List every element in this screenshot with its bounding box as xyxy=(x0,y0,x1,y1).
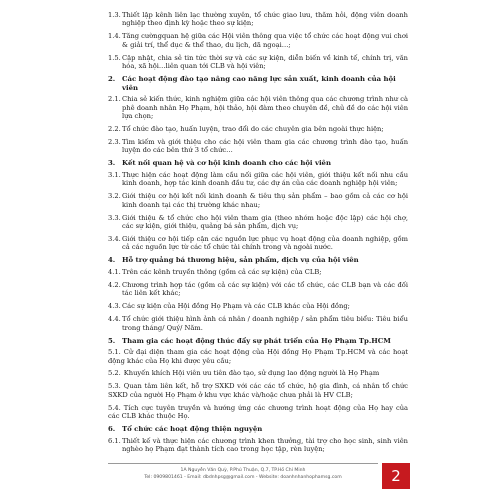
list-item xyxy=(108,281,408,298)
item-text: Giới thiệu cơ hội kết nối kinh doanh & tiêu thụ sản phẩm – bao gồm cả các cơ hội kinh doanh tại các thị trường khác nhau; xyxy=(122,192,408,209)
section-heading xyxy=(108,337,408,345)
section-title: Kết nối quan hệ và cơ hội kinh doanh cho các hội viên xyxy=(122,159,331,168)
item-number: 3.2. xyxy=(108,192,121,201)
item-text: Chương trình hợp tác (gồm cả các sự kiện) với các tổ chức, các CLB bạn và các đối tác liên kết khác; xyxy=(122,280,408,298)
list-item xyxy=(108,315,408,332)
section-title: Tổ chức các hoạt động thiện nguyện xyxy=(122,425,263,434)
page-number-badge: 2 xyxy=(382,463,410,489)
item-text: Thực hiện các hoạt động làm cầu nối giữa các hội viên, giới thiệu kết nối nhu cầu kinh doanh, hợp tác kinh doanh đầu tư, các dự án của các doanh nghiệp hội viên; xyxy=(122,170,408,188)
item-number: 4.1. xyxy=(108,267,121,276)
list-item xyxy=(108,437,408,454)
item-text: Chia sẻ kiến thức, kinh nghiệm giữa các hội viên thông qua các chương trình như cà phê doanh nhân Họ Phạm, hội thảo, hội đàm theo chuyên đề, chủ đề do các hội viên lựa chọn; xyxy=(122,95,408,121)
item-text: Khuyến khích Hội viên ưu tiên đào tạo, sử dụng lao động người là Họ Phạm xyxy=(123,369,380,378)
item-number: 5.4. xyxy=(108,403,121,412)
list-item xyxy=(108,192,408,209)
item-text: Tổ chức đào tạo, huấn luyện, trao đổi do các chuyên gia bên ngoài thực hiện; xyxy=(122,124,384,133)
list-item xyxy=(108,11,408,28)
list-item xyxy=(108,54,408,71)
document-body xyxy=(108,11,408,458)
footer-contact: Tel: 0909801461 - Email: dbdnhpsg@gmail.com - Website: doanhnhanhophamsg.com xyxy=(144,475,342,480)
section-heading xyxy=(108,425,408,433)
section-number: 2. xyxy=(108,75,116,84)
item-number: 1.4. xyxy=(108,32,121,41)
footer-address: 1A Nguyễn Văn Quỳ, P.Phú Thuận, Q.7, TP.Hồ Chí Minh xyxy=(180,468,306,473)
section-number: 3. xyxy=(108,159,116,168)
list-item xyxy=(108,171,408,188)
list-item xyxy=(108,382,408,399)
footer-divider xyxy=(108,463,378,464)
list-item xyxy=(108,268,408,276)
item-text: Thiết lập kênh liên lạc thường xuyên, tổ chức giao lưu, thăm hỏi, động viên doanh nghiệp theo định kỳ hoặc theo sự kiện; xyxy=(122,11,408,28)
item-number: 2.2. xyxy=(108,124,121,133)
list-item xyxy=(108,348,408,365)
item-number: 2.3. xyxy=(108,137,121,146)
list-item xyxy=(108,369,408,377)
page-footer xyxy=(0,463,500,500)
list-item xyxy=(108,404,408,421)
item-number: 3.3. xyxy=(108,213,121,222)
item-text: Tổ chức giới thiệu hình ảnh cá nhân / doanh nghiệp / sản phẩm tiêu biểu: Tiêu biểu trong tháng/ Quý/ Năm. xyxy=(122,315,408,332)
list-item xyxy=(108,32,408,49)
item-number: 1.3. xyxy=(108,11,121,19)
list-item xyxy=(108,125,408,133)
section-heading xyxy=(108,256,408,264)
item-text: Trên các kênh truyền thông (gồm cả các sự kiện) của CLB; xyxy=(122,267,322,276)
item-text: Cử đại diện tham gia các hoạt động của Hội đồng Họ Phạm Tp.HCM và các hoạt động khác của Họ khi được yêu cầu; xyxy=(108,348,408,365)
item-text: Tích cực tuyên truyền và hướng ứng các chương trình hoạt động của Họ hay của các CLB khác thuộc Họ. xyxy=(108,403,408,421)
section-number: 4. xyxy=(108,256,116,265)
list-item xyxy=(108,95,408,120)
item-text: Quan tâm liên kết, hỗ trợ SXKD với các các tổ chức, hộ gia đình, cá nhân tổ chức SXKD của người Họ Phạm ở khu vực khác và/hoặc chưa phải là HV CLB; xyxy=(108,382,408,399)
section-title: Hỗ trợ quảng bá thương hiệu, sản phẩm, dịch vụ của hội viên xyxy=(122,256,359,265)
item-number: 3.1. xyxy=(108,170,121,179)
item-text: Tìm kiếm và giới thiệu cho các hội viên tham gia các chương trình đào tạo, huấn luyện do các bên thứ 3 tổ chức… xyxy=(122,137,408,155)
list-item xyxy=(108,138,408,155)
item-text: Thiết kế và thực hiện các chương trình khen thưởng, tài trợ cho học sinh, sinh viên nghèo họ Phạm đạt thành tích cao trong học tập, rèn luyện; xyxy=(122,436,408,454)
item-number: 4.4. xyxy=(108,315,121,324)
item-number: 5.3. xyxy=(108,382,121,391)
item-number: 2.1. xyxy=(108,95,121,104)
item-text: Giới thiệu cơ hội tiếp cận các nguồn lực phục vụ hoạt động của doanh nghiệp, gồm cả các nguồn lực từ các tổ chức tài chính trong và ngoài nước. xyxy=(122,235,408,252)
section-number: 5. xyxy=(108,336,116,345)
item-number: 5.2. xyxy=(108,369,121,378)
item-number: 5.1. xyxy=(108,348,121,357)
section-number: 6. xyxy=(108,425,116,434)
list-item xyxy=(108,214,408,231)
item-number: 3.4. xyxy=(108,235,121,244)
item-number: 1.5. xyxy=(108,53,121,62)
item-text: Tăng cườngquan hệ giữa các Hội viên thông qua việc tổ chức các hoạt động vui chơi & giải trí, thể dục & thể thao, du lịch, dã ngoại…; xyxy=(122,32,408,49)
section-heading xyxy=(108,159,408,167)
footer-text xyxy=(108,467,378,481)
item-number: 4.3. xyxy=(108,302,121,311)
list-item xyxy=(108,302,408,310)
item-text: Giới thiệu & tổ chức cho hội viên tham gia (theo nhóm hoặc độc lập) các hội chợ, các sự kiện, giới thiệu, quảng bá sản phẩm, dịch vụ; xyxy=(122,213,408,231)
item-text: Cập nhật, chia sẻ tin tức thời sự và các sự kiện, diễn biến về kinh tế, chính trị, văn hóa, xã hội…liên quan tới CLB và hội viên; xyxy=(122,53,408,71)
item-text: Các sự kiện của Hội đồng Họ Phạm và các CLB khác của Hội đồng; xyxy=(122,302,350,311)
section-title: Tham gia các hoạt động thúc đẩy sự phát triển của Họ Phạm Tp.HCM xyxy=(122,336,391,345)
list-item xyxy=(108,235,408,252)
item-number: 6.1. xyxy=(108,436,121,445)
section-title: Các hoạt động đào tạo nâng cao năng lực sản xuất, kinh doanh của hội viên xyxy=(122,75,396,92)
item-number: 4.2. xyxy=(108,280,121,289)
section-heading xyxy=(108,75,408,92)
